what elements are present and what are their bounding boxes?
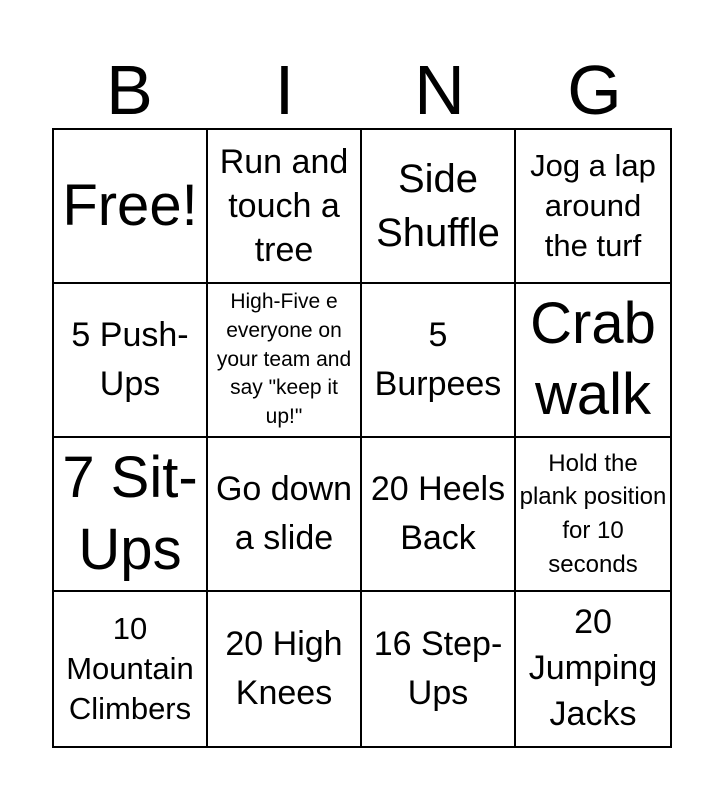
header-letter-n: N bbox=[414, 51, 465, 129]
bingo-cell[interactable]: Hold the plank position for 10 seconds bbox=[516, 438, 670, 592]
bingo-cell[interactable]: Run and touch a tree bbox=[208, 130, 362, 284]
header-letter-g: G bbox=[567, 51, 622, 129]
bingo-cell[interactable]: 5 Push-Ups bbox=[54, 284, 208, 438]
bingo-cell[interactable]: 7 Sit-Ups bbox=[54, 438, 208, 592]
bingo-cell[interactable]: Crab walk bbox=[516, 284, 670, 438]
bingo-cell[interactable]: 20 High Knees bbox=[208, 592, 362, 746]
bingo-cell[interactable]: 20 Heels Back bbox=[362, 438, 516, 592]
header-letter-i: I bbox=[274, 51, 295, 129]
bingo-cell[interactable]: 20 Jumping Jacks bbox=[528, 603, 658, 733]
bingo-cell[interactable]: 16 Step-Ups bbox=[362, 592, 516, 746]
bingo-header bbox=[52, 52, 672, 128]
bingo-cell[interactable]: 10 Mountain Climbers bbox=[54, 592, 208, 746]
bingo-cell[interactable]: High-Five e everyone on your team and say "keep it up!" bbox=[208, 284, 362, 438]
bingo-cell[interactable]: Free! bbox=[54, 130, 208, 284]
bingo-cell[interactable]: 5 Burpees bbox=[362, 284, 516, 438]
header-letter-b: B bbox=[106, 51, 153, 129]
bingo-cell[interactable]: Side Shuffle bbox=[362, 130, 516, 284]
bingo-cell[interactable]: Go down a slide bbox=[208, 438, 362, 592]
bingo-grid bbox=[52, 128, 672, 748]
bingo-cell[interactable]: Jog a lap around the turf bbox=[516, 130, 670, 284]
